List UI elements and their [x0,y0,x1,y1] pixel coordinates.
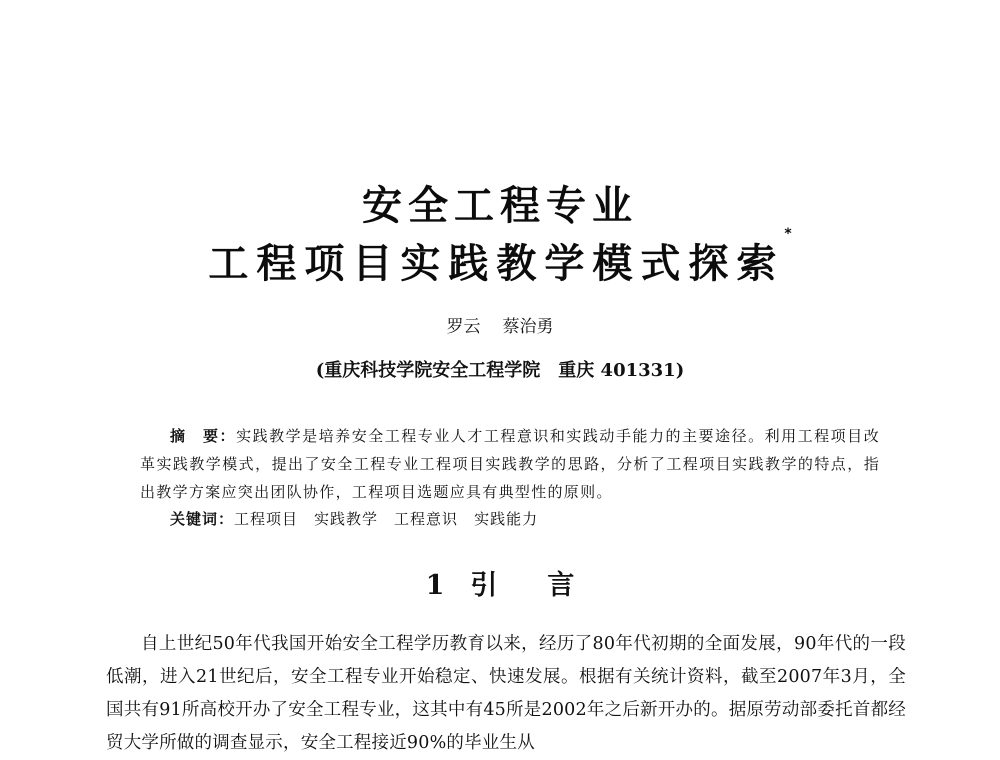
keyword-item: 实践教学 [314,510,379,528]
paper-title-line-2-text: 工程项目实践教学模式探索 [208,241,785,287]
keywords-block [170,508,554,529]
keyword-item: 实践能力 [474,510,539,528]
keywords-label: 关键词： [170,510,235,528]
abstract-block [140,422,880,506]
section-number: 1 [425,570,445,601]
author-affiliation: (重庆科技学院安全工程学院 重庆 401331) [315,360,685,381]
abstract-label: 摘 要： [170,427,237,445]
paper-title-line-1: 安全工程专业 [362,183,638,229]
paper-title-line-2 [0,226,1000,289]
author-name: 蔡治勇 [502,317,554,337]
abstract-text: 实践教学是培养安全工程专业人才工程意识和实践动手能力的主要途径。利用工程项目改革实践教学模式，提出了安全工程专业工程项目实践教学的思路，分析了工程项目实践教学的特点，指出教学方案应突出团队协作，工程项目选题应具有典型性的原则。 [140,427,880,501]
author-list [0,312,1000,337]
author-name: 罗云 [446,317,481,337]
keyword-item: 工程意识 [394,510,459,528]
title-footnote-mark: * [784,226,792,242]
body-paragraph: 自上世纪50年代我国开始安全工程学历教育以来，经历了80年代初期的全面发展，90年代的一段低潮，进入21世纪后，安全工程专业开始稳定、快速发展。根据有关统计资料，截至2007年3月，全国共有91所高校开办了安全工程专业，这其中有45所是2002年之后新开办的。据原劳动部委托首都经贸大学所做的调查显示，安全工程接近90%的毕业生从 [106,634,906,753]
section-heading [0,563,1000,602]
section-title: 引言 [470,570,625,601]
keyword-item: 工程项目 [234,510,299,528]
